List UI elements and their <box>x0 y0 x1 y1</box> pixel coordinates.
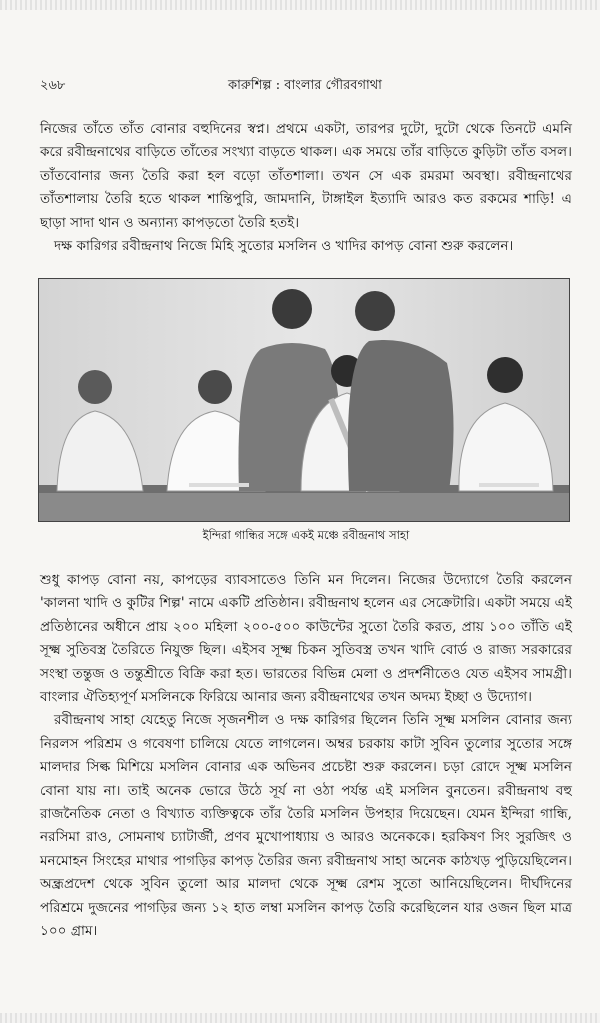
body-text-top <box>40 118 572 258</box>
paragraph: শুধু কাপড় বোনা নয়, কাপড়ের ব্যাবসাতেও তিনি মন দিলেন। নিজের উদ্যোগে তৈরি করলেন 'কালনা খাদি ও কুটির শিল্প' নামে একটি প্রতিষ্ঠান। রবীন্দ্রনাথ হলেন এর সেক্রেটারি। একটা সময়ে এই প্রতিষ্ঠানের অধীনে প্রায় ২০০ মহিলা ২০০-৫০০ কাউন্টের সুতো তৈরি করত, প্রায় ১০০ তাঁতি এই সূক্ষ্ম সুতিবস্ত্র তৈরিতে নিযুক্ত ছিল। এইসব সূক্ষ্ম চিকন সুতিবস্ত্র তখন খাদি বোর্ড ও রাজ্য সরকারের সংস্থা তন্তুজ ও তন্তুশ্রীতে বিক্রি করা হত। ভারতের বিভিন্ন মেলা ও প্রদর্শনীতেও যেত এইসব সামগ্রী। বাংলার ঐতিহ্যপূর্ণ মসলিনকে ফিরিয়ে আনার জন্য রবীন্দ্রনাথের তখন অদম্য ইচ্ছা ও উদ্যোগ। <box>40 572 572 706</box>
page-number: ২৬৮ <box>40 78 66 93</box>
body-text-bottom <box>40 569 572 944</box>
photograph <box>38 278 570 522</box>
page-bottom-border <box>0 1013 600 1023</box>
photograph-image <box>39 279 569 521</box>
paragraph: রবীন্দ্রনাথ সাহা যেহেতু নিজে সৃজনশীল ও দক্ষ কারিগর ছিলেন তিনি সূক্ষ্ম মসলিন বোনার জন্য নিরলস পরিশ্রম ও গবেষণা চালিয়ে যেতে লাগলেন। অম্বর চরকায় কাটা সুবিন তুলোর সুতোর সঙ্গে মালদার সিল্ক মিশিয়ে মসলিন বোনার এক অভিনব প্রচেষ্টা শুরু করলেন। চড়া রোদে সূক্ষ্ম মসলিন বোনা যায় না। তাই অনেক ভোরে উঠে সূর্য না ওঠা পর্যন্ত এই মসলিন বুনতেন। রবীন্দ্রনাথ বহু রাজনৈতিক নেতা ও বিখ্যাত ব্যক্তিত্বকে তাঁর তৈরি মসলিন উপহার দিয়েছেন। যেমন ইন্দিরা গান্ধি, নরসিমা রাও, সোমনাথ চ্যাটার্জী, প্রণব মুখোপাধ্যায় ও আরও অনেককে। হরকিষণ সিং সুরজিৎ ও মনমোহন সিংহের মাথার পাগড়ির কাপড় তৈরির জন্য রবীন্দ্রনাথ সাহা অনেক কাঠখড় পুড়িয়েছিলেন। অন্ধ্রপ্রদেশ থেকে সুবিন তুলো আর মালদা থেকে সূক্ষ্ম রেশম সুতো আনিয়েছিলেন। দীর্ঘদিনের পরিশ্রমে দুজনের পাগড়ির জন্য ১২ হাত লম্বা মসলিন কাপড় তৈরি করেছিলেন যার ওজন ছিল মাত্র ১০০ গ্রাম। <box>40 712 572 940</box>
paragraph: দক্ষ কারিগর রবীন্দ্রনাথ নিজে মিহি সুতোর মসলিন ও খাদির কাপড় বোনা শুরু করলেন। <box>54 238 514 255</box>
page-top-border <box>0 0 600 10</box>
photo-caption: ইন্দিরা গান্ধির সঙ্গে একই মঞ্চে রবীন্দ্রনাথ সাহা <box>202 528 410 542</box>
page-header <box>40 76 570 98</box>
paragraph: নিজের তাঁতে তাঁত বোনার বহুদিনের স্বপ্ন। প্রথমে একটা, তারপর দুটো, দুটো থেকে তিনটে এমনি করে রবীন্দ্রনাথের বাড়িতে তাঁতের সংখ্যা বাড়তে থাকল। এক সময়ে তাঁর বাড়িতে কুড়িটা তাঁত বসল। তাঁতবোনার জন্য তৈরি করা হল বড়ো তাঁতশালা। তখন সে এক রমরমা অবস্থা। রবীন্দ্রনাথের তাঁতশালায় তৈরি হতে থাকল শান্তিপুরি, জামদানি, টাঙ্গাইল ইত্যাদি আরও কত রকমের শাড়ি! এ ছাড়া সাদা থান ও অন্যান্য কাপড়তো তৈরি হতই। <box>40 121 572 231</box>
running-title: কারুশিল্প : বাংলার গৌরবগাথা <box>228 78 382 93</box>
